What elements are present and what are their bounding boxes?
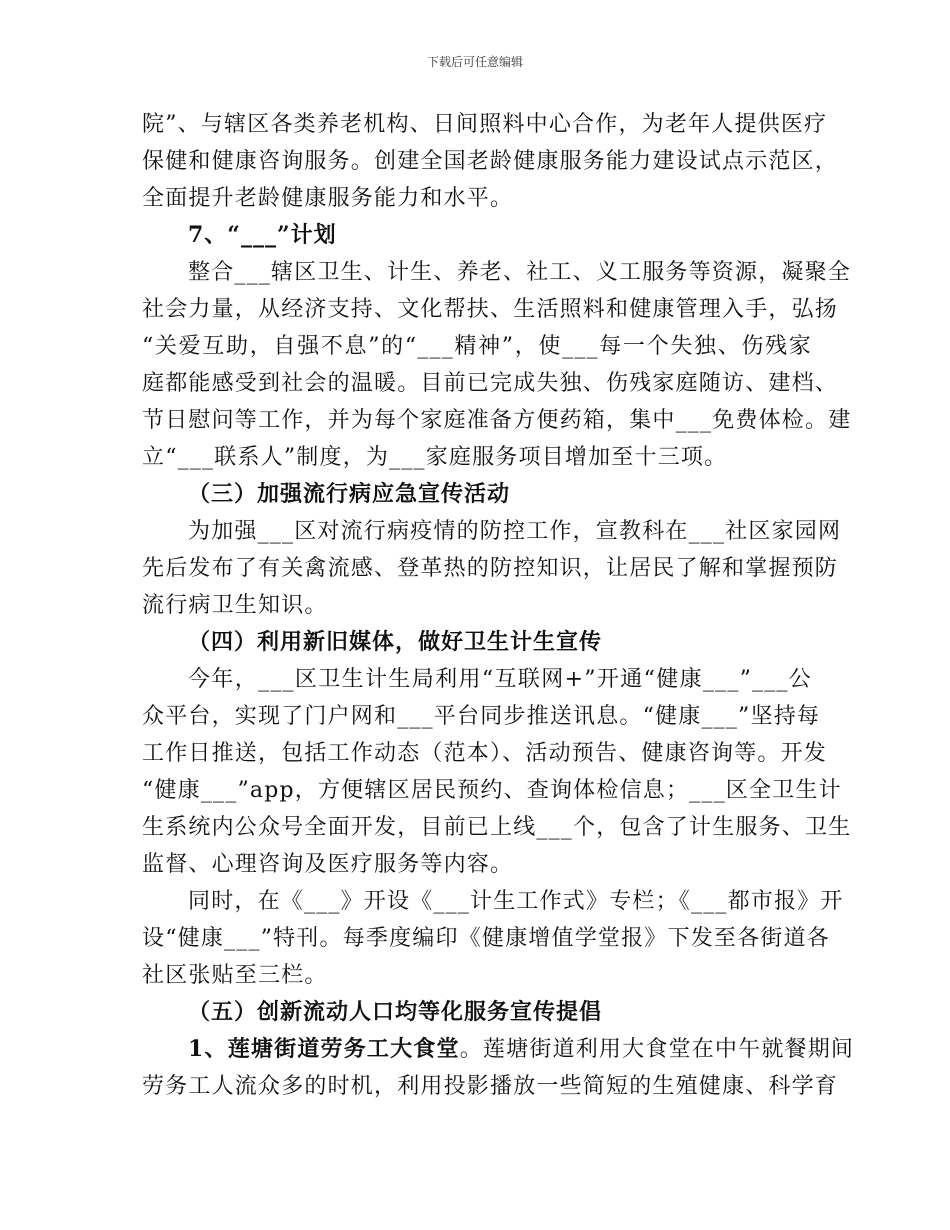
paragraph-line: 庭都能感受到社会的温暖。目前已完成失独、伤残家庭随访、建档、 <box>142 371 839 396</box>
paragraph-line: 设“健康___”特刊。每季度编印《健康增值学堂报》下发至各街道各 <box>142 926 830 951</box>
paragraph-line: 整合___辖区卫生、计生、养老、社工、义工服务等资源，凝聚全 <box>188 260 852 285</box>
paragraph-line: 同时，在《___》开设《___计生工作式》专栏；《___都市报》开 <box>188 889 844 914</box>
paragraph-line: 工作日推送，包括工作动态（范本）、活动预告、健康咨询等。开发 <box>142 741 828 766</box>
document-body <box>142 106 855 1105</box>
paragraph-line: 生系统内公众号全面开发，目前已上线___个，包含了计生服务、卫生 <box>142 815 852 840</box>
paragraph-line: 为加强___区对流行病疫情的防控工作，宣教科在___社区家园网 <box>188 519 842 544</box>
paragraph-line: 院”、与辖区各类养老机构、日间照料中心合作，为老年人提供医疗 <box>142 112 828 137</box>
paragraph-line: 众平台，实现了门户网和___平台同步推送讯息。“健康___”坚持每 <box>142 704 821 729</box>
paragraph-line: 劳务工人流众多的时机，利用投影播放一些简短的生殖健康、科学育 <box>142 1074 839 1099</box>
paragraph-line: 立“___联系人”制度，为___家庭服务项目增加至十三项。 <box>142 445 728 470</box>
inline-text: 。莲塘街道利用大食堂在中午就餐期间 <box>459 1037 855 1062</box>
paragraph-line: 监督、心理咨询及医疗服务等内容。 <box>142 852 514 877</box>
paragraph-line: “健康___”app，方便辖区居民预约、查询体检信息；___区全卫生计 <box>142 778 842 803</box>
paragraph-line: 保健和健康咨询服务。创建全国老龄健康服务能力建设试点示范区， <box>142 149 839 174</box>
paragraph-line: 先后发布了有关禽流感、登革热的防控知识，让居民了解和掌握预防 <box>142 556 839 581</box>
section-heading: （五）创新流动人口均等化服务宣传提倡 <box>188 999 603 1025</box>
paragraph-line: 今年，___区卫生计生局利用“互联网+”开通“健康___”___公 <box>188 667 812 692</box>
paragraph-line <box>142 1031 855 1068</box>
inline-bold-title: 1、莲塘街道劳务工大食堂 <box>188 1036 460 1062</box>
paragraph-line: 社区张贴至三栏。 <box>142 963 328 988</box>
section-heading: （四）利用新旧媒体，做好卫生计生宣传 <box>188 629 603 655</box>
paragraph-line: 社会力量，从经济支持、文化帮扶、生活照料和健康管理入手，弘扬 <box>142 297 839 322</box>
section-heading: 7、“___”计划 <box>188 222 337 248</box>
paragraph-line: 节日慰问等工作，并为每个家庭准备方便药箱，集中___免费体检。建 <box>142 408 852 433</box>
section-heading: （三）加强流行病应急宣传活动 <box>188 481 511 507</box>
page-header: 下载后可任意编辑 <box>426 55 523 69</box>
paragraph-line: 全面提升老龄健康服务能力和水平。 <box>142 186 514 211</box>
paragraph-line: 流行病卫生知识。 <box>142 593 328 618</box>
paragraph-line: “关爱互助，自强不息”的“___精神”，使___每一个失独、伤残家 <box>142 334 812 359</box>
